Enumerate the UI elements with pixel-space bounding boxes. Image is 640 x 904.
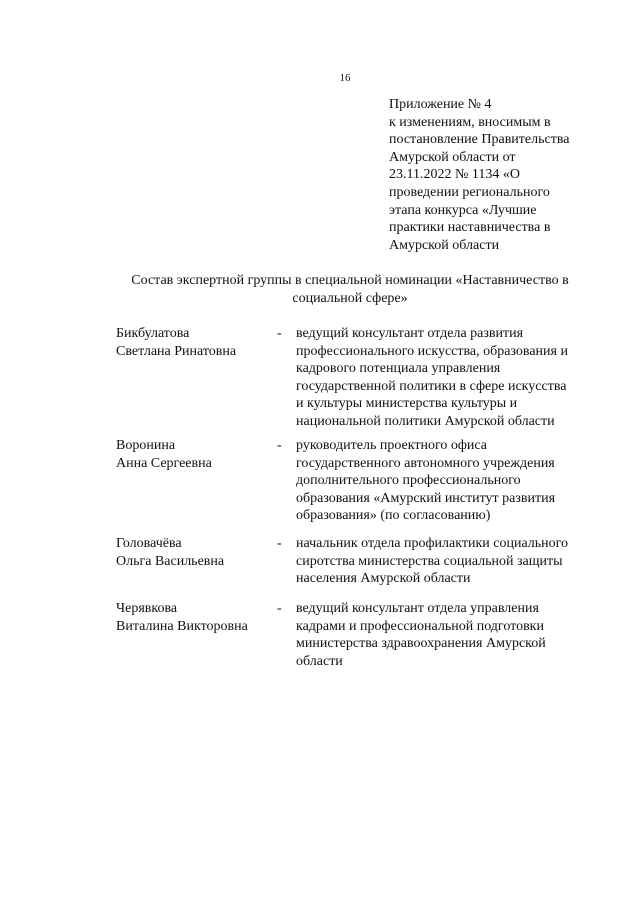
role-line: дополнительного профессионального — [296, 473, 521, 489]
role-line: образования» (по согласованию) — [296, 508, 491, 524]
member-surname: Головачёва — [116, 536, 182, 551]
member-role — [296, 437, 596, 525]
member-surname: Черявкова — [116, 601, 178, 616]
member-name — [116, 535, 224, 570]
role-line: и культуры министерства культуры и — [296, 396, 518, 412]
role-line: сиротства министерства социальной защиты — [296, 553, 563, 569]
member-role — [296, 535, 596, 588]
role-line: ведущий консультант отдела управления — [296, 601, 539, 616]
role-line: министерства здравоохранения Амурской — [296, 636, 546, 652]
appendix-line: проведении регионального — [389, 184, 550, 200]
member-dash: - — [277, 536, 282, 551]
member-name — [116, 325, 236, 360]
member-given-names: Виталина Викторовна — [116, 618, 248, 634]
page-number: 16 — [339, 72, 351, 84]
appendix-header — [389, 96, 599, 254]
member-role — [296, 600, 596, 670]
appendix-line: Приложение № 4 — [389, 97, 492, 112]
appendix-line: 23.11.2022 № 1134 «О — [389, 167, 520, 183]
member-given-names: Светлана Ринатовна — [116, 343, 237, 359]
role-line: профессионального искусства, образования и — [296, 343, 568, 359]
title-line: социальной сфере» — [292, 291, 408, 306]
role-line: руководитель проектного офиса — [296, 438, 487, 453]
appendix-line: практики наставничества в — [389, 220, 551, 236]
appendix-line: к изменениям, вносимым в — [389, 114, 551, 130]
role-line: кадрами и профессиональной подготовки — [296, 618, 544, 634]
document-title — [110, 272, 590, 308]
appendix-line: Амурской области от — [389, 149, 516, 165]
member-dash: - — [277, 326, 282, 341]
role-line: национальной политики Амурской области — [296, 413, 555, 429]
role-line: области — [296, 653, 343, 669]
appendix-line: Амурской области — [389, 237, 500, 253]
member-dash: - — [277, 438, 282, 453]
member-role — [296, 325, 596, 431]
member-surname: Воронина — [116, 438, 176, 453]
role-line: государственной политики в сфере искусства — [296, 378, 567, 394]
appendix-line: этапа конкурса «Лучшие — [389, 202, 537, 218]
member-name — [116, 437, 212, 472]
role-line: населения Амурской области — [296, 571, 471, 587]
title-line: Состав экспертной группы в специальной номинации «Наставничество в — [131, 273, 569, 288]
role-line: ведущий консультант отдела развития — [296, 326, 524, 341]
appendix-line: постановление Правительства — [389, 132, 570, 148]
role-line: начальник отдела профилактики социального — [296, 536, 569, 551]
member-surname: Бикбулатова — [116, 326, 190, 341]
member-name — [116, 600, 248, 635]
member-given-names: Ольга Васильевна — [116, 553, 225, 569]
member-dash: - — [277, 601, 282, 616]
role-line: образования «Амурский институт развития — [296, 490, 556, 506]
role-line: кадрового потенциала управления — [296, 361, 501, 377]
role-line: государственного автономного учреждения — [296, 455, 555, 471]
member-given-names: Анна Сергеевна — [116, 455, 212, 471]
